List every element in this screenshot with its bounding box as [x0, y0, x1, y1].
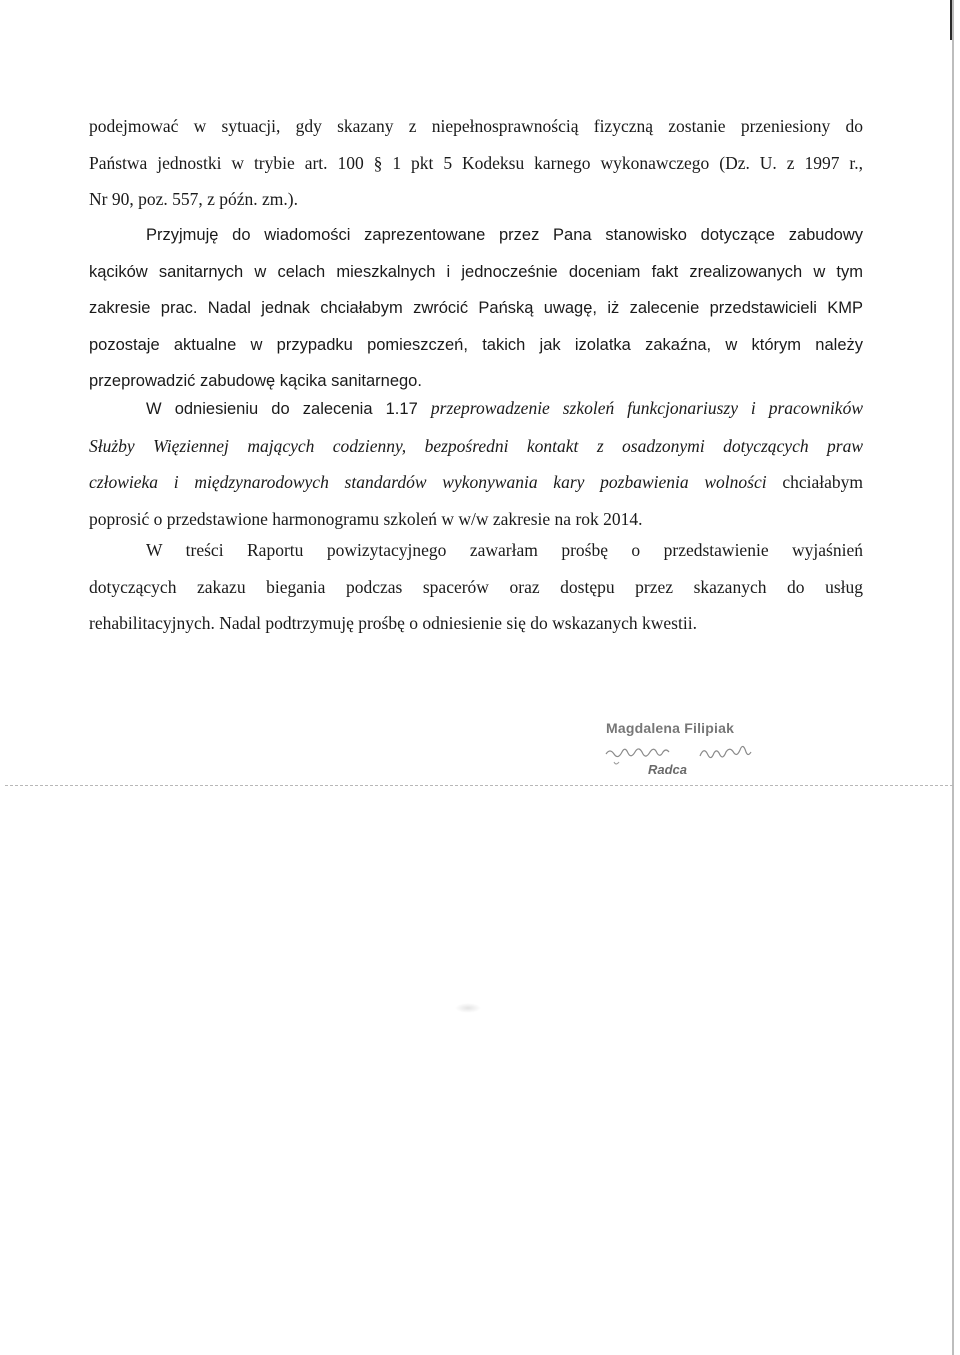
page-divider — [5, 785, 953, 786]
paragraph-recommendation-1-17 — [89, 390, 863, 537]
text-line: Przyjmuję do wiadomości zaprezentowane przez Pana stanowisko dotyczące zabudowy — [146, 226, 863, 244]
italic-text: człowieka i międzynarodowych standardów wykonywania kary pozbawienia wolności — [89, 472, 767, 492]
italic-text: przeprowadzenie szkoleń funkcjonariuszy i pracowników — [430, 398, 863, 418]
scan-edge-mark — [950, 0, 952, 40]
text-line: Służby Więziennej mających codzienny, bezpośredni kontakt z osadzonymi dotyczących praw — [89, 435, 863, 456]
scan-speck — [455, 1003, 481, 1013]
paragraph-report-request — [89, 532, 863, 642]
paragraph-continuation — [89, 108, 863, 218]
handwritten-signature — [600, 732, 790, 772]
text-line: poprosić o przedstawione harmonogramu szkoleń w w/w zakresie na rok 2014. — [89, 508, 643, 529]
text-line: rehabilitacyjnych. Nadal podtrzymuję prośbę o odniesienie się do wskazanych kwestii. — [89, 613, 697, 633]
text-line: zakresie prac. Nadal jednak chciałabym zwrócić Pańską uwagę, iż zalecenie przedstawicieli KMP — [89, 299, 863, 317]
text-line: Nr 90, poz. 557, z późn. zm.). — [89, 189, 298, 209]
plain-text: chciałabym — [766, 472, 863, 492]
text-line: Państwa jednostki w trybie art. 100 § 1 pkt 5 Kodeksu karnego wykonawczego (Dz. U. z 1997 r., — [89, 152, 863, 173]
plain-text: W odniesieniu do zalecenia 1.17 — [146, 400, 431, 418]
text-line: kącików sanitarnych w celach mieszkalnych i jednocześnie doceniam fakt zrealizowanych w tym — [89, 262, 863, 281]
stamp-name: Magdalena Filipiak — [606, 720, 735, 736]
text-line — [89, 464, 863, 501]
text-line: pozostaje aktualne w przypadku pomieszczeń, takich jak izolatka zakaźna, w którym należy — [89, 335, 863, 354]
text-line — [89, 390, 863, 428]
scan-edge — [952, 0, 954, 1355]
text-line: przeprowadzić zabudowę kącika sanitarnego. — [89, 372, 422, 390]
text-line: W treści Raportu powizytacyjnego zawarłam prośbę o przedstawienie wyjaśnień — [146, 540, 863, 560]
text-line: dotyczących zakazu biegania podczas spacerów oraz dostępu przez skazanych do usług — [89, 576, 863, 597]
stamp-role: Radca — [648, 762, 688, 777]
text-line: podejmować w sytuacji, gdy skazany z niepełnosprawnością fizyczną zostanie przeniesiony do — [89, 116, 863, 136]
signature-stamp — [600, 716, 790, 786]
paragraph-sanitary-corners — [89, 217, 863, 400]
